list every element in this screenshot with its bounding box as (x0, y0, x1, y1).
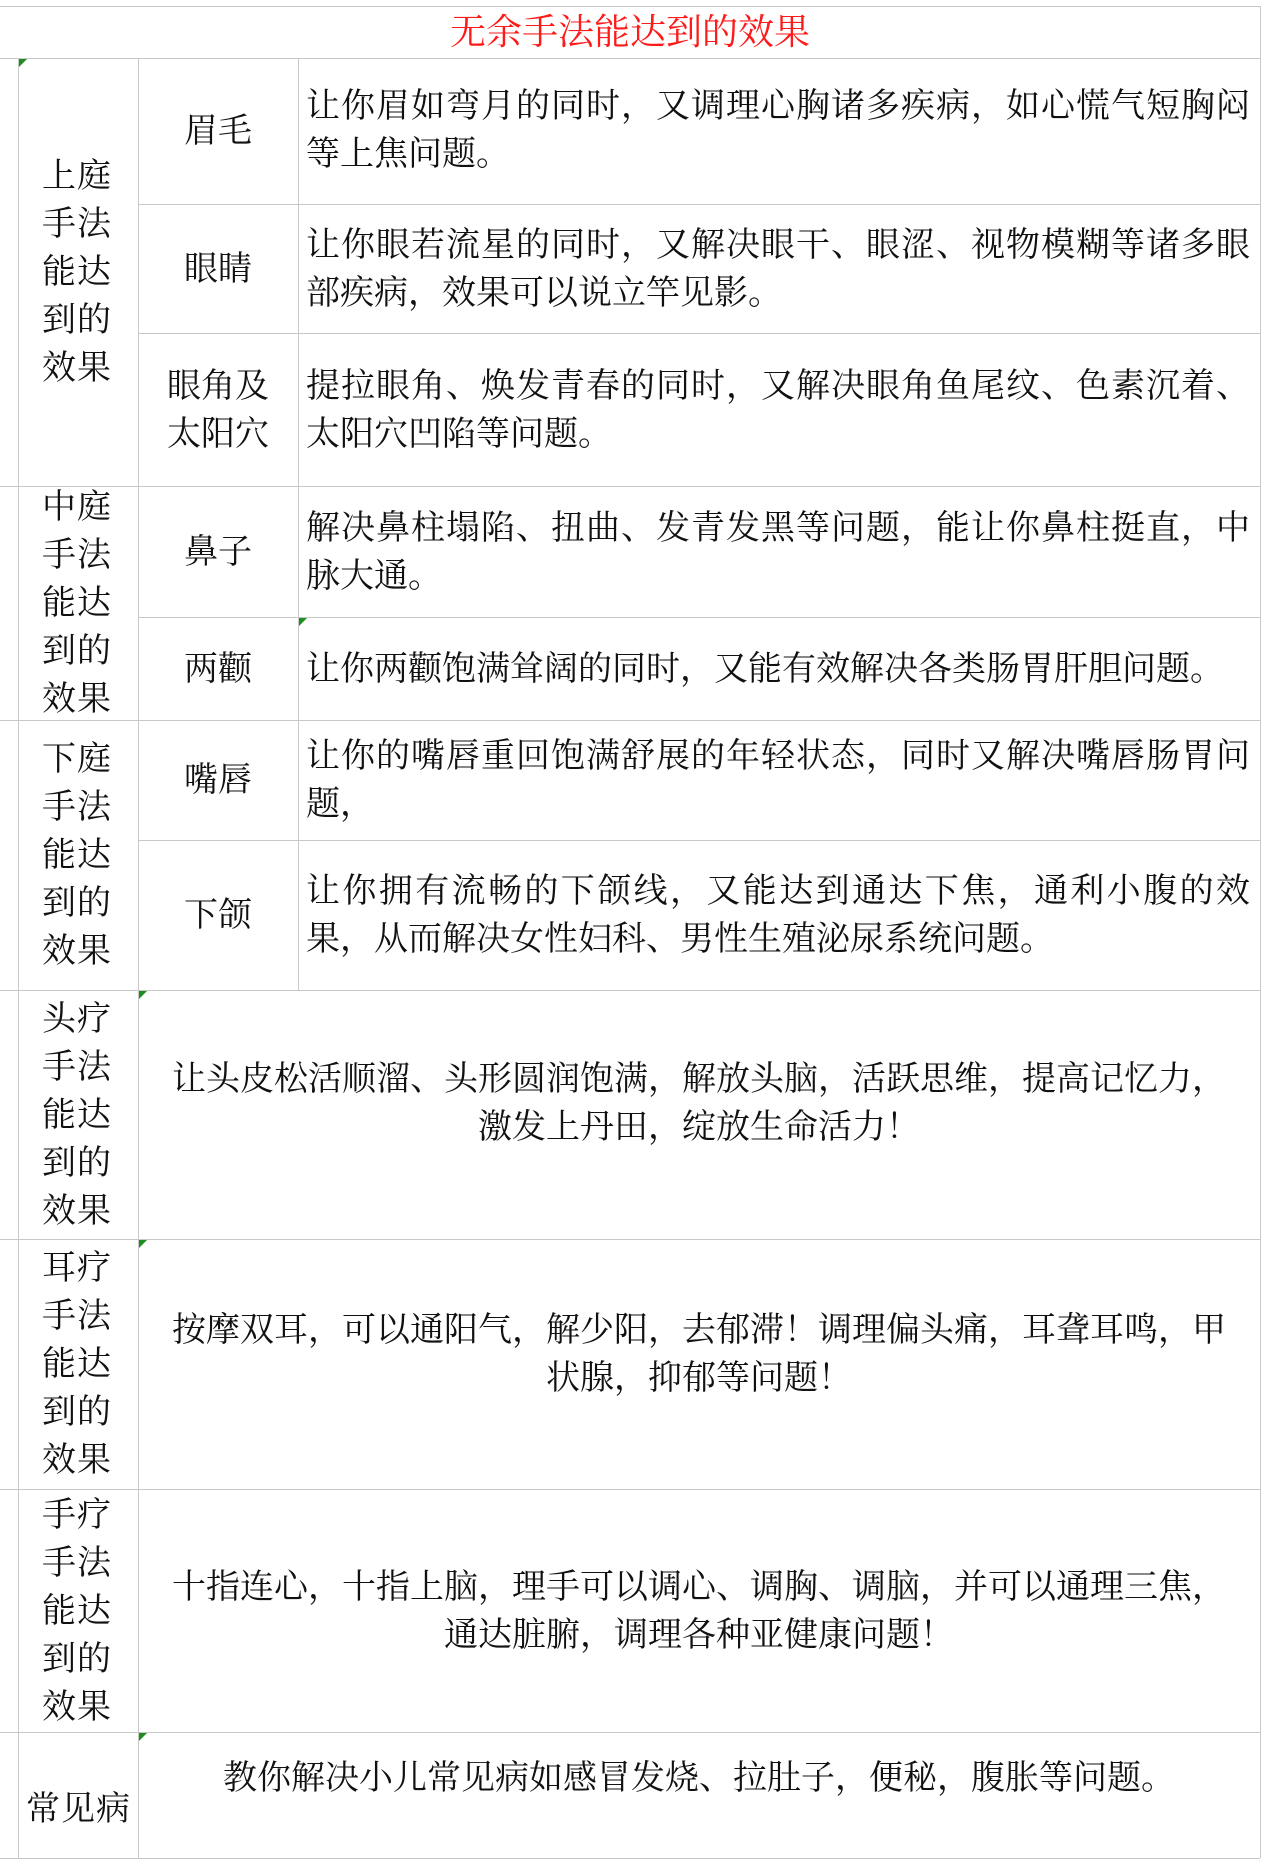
part-label: 下颌 (184, 895, 252, 935)
part-cell[interactable] (138, 617, 298, 720)
effect-cell[interactable] (138, 1732, 1260, 1858)
part-cell[interactable] (138, 204, 298, 333)
category-label: 头疗手法能达到的效果 (42, 998, 112, 1231)
category-cell[interactable] (18, 990, 138, 1239)
grid-line (0, 6, 1260, 7)
part-label: 嘴唇 (184, 760, 252, 800)
effect-cell[interactable] (138, 1239, 1260, 1489)
category-cell[interactable] (18, 1489, 138, 1732)
category-label: 下庭手法能达到的效果 (42, 739, 112, 971)
effect-text: 按摩双耳，可以通阳气，解少阳，去郁滞！调理偏头痛，耳聋耳鸣，甲状腺，抑郁等问题！ (172, 1310, 1226, 1398)
effect-cell[interactable] (138, 1489, 1260, 1732)
effect-text: 十指连心，十指上脑，理手可以调心、调胸、调脑，并可以通理三焦，通达脏腑，调理各种亚健康问题！ (172, 1566, 1226, 1655)
effect-text: 提拉眼角、焕发青春的同时，又解决眼角鱼尾纹、色素沉着、太阳穴凹陷等问题。 (306, 365, 1250, 454)
effect-text: 让你眼若流星的同时，又解决眼干、眼涩、视物模糊等诸多眼部疾病，效果可以说立竿见影。 (306, 224, 1250, 313)
part-label: 眼角及太阳穴 (167, 365, 269, 454)
part-label: 眉毛 (184, 111, 252, 151)
effect-text: 解决鼻柱塌陷、扭曲、发青发黑等问题，能让你鼻柱挺直，中脉大通。 (306, 507, 1250, 596)
effect-text: 让你两颧饱满耸阔的同时，又能有效解决各类肠胃肝胆问题。 (306, 648, 1224, 689)
grid-line (1260, 6, 1261, 1858)
category-cell[interactable] (18, 58, 138, 486)
effect-text: 让你拥有流畅的下颌线，又能达到通达下焦，通利小腹的效果，从而解决女性妇科、男性生殖泌尿系统问题。 (306, 871, 1250, 959)
effect-cell[interactable] (298, 204, 1260, 333)
effect-cell[interactable] (298, 617, 1260, 720)
effect-text: 让你的嘴唇重回饱满舒展的年轻状态，同时又解决嘴唇肠胃问题， (306, 736, 1250, 824)
grid-line (0, 1858, 1260, 1859)
category-label: 中庭手法能达到的效果 (42, 487, 112, 719)
part-cell[interactable] (138, 840, 298, 990)
effect-cell[interactable] (298, 840, 1260, 990)
effect-cell[interactable] (298, 333, 1260, 486)
effect-cell[interactable] (298, 720, 1260, 840)
part-cell[interactable] (138, 58, 298, 204)
part-label: 两颧 (184, 648, 252, 689)
effect-cell[interactable] (298, 58, 1260, 204)
category-label: 常见病 (26, 1789, 131, 1829)
effect-text: 让头皮松活顺溜、头形圆润饱满，解放头脑，活跃思维，提高记忆力，激发上丹田，绽放生命活力！ (172, 1058, 1226, 1147)
category-label: 上庭手法能达到的效果 (42, 156, 112, 388)
category-cell[interactable] (18, 486, 138, 720)
table-title: 无余手法能达到的效果 (449, 12, 810, 53)
part-cell[interactable] (138, 486, 298, 617)
effect-cell[interactable] (298, 486, 1260, 617)
part-cell[interactable] (138, 720, 298, 840)
part-cell[interactable] (138, 333, 298, 486)
category-cell[interactable] (18, 1239, 138, 1489)
category-cell[interactable] (18, 1732, 138, 1858)
part-label: 鼻子 (184, 531, 252, 572)
category-label: 手疗手法能达到的效果 (42, 1494, 112, 1727)
effect-cell[interactable] (138, 990, 1260, 1239)
category-label: 耳疗手法能达到的效果 (42, 1248, 112, 1480)
part-label: 眼睛 (184, 248, 252, 289)
effect-text: 教你解决小儿常见病如感冒发烧、拉肚子，便秘，腹胀等问题。 (223, 1758, 1175, 1798)
effect-text: 让你眉如弯月的同时，又调理心胸诸多疾病，如心慌气短胸闷等上焦问题。 (306, 86, 1250, 174)
category-cell[interactable] (18, 720, 138, 990)
